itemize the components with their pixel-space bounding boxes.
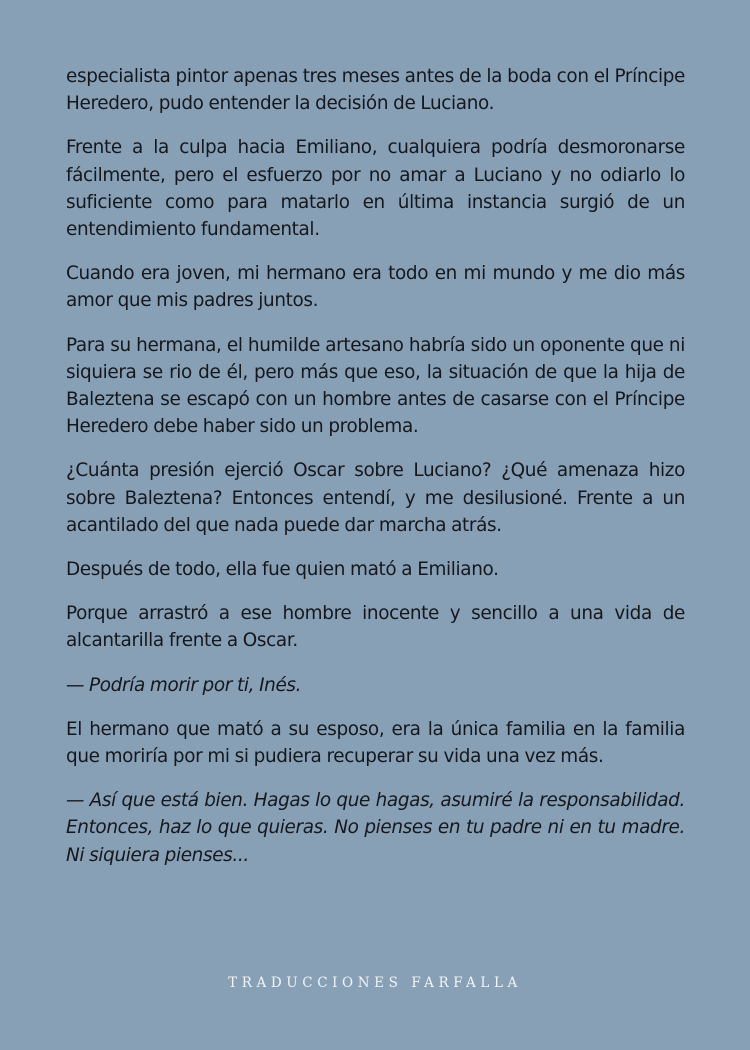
document-body [66,63,685,886]
footer-credit: TRADUCCIONES FARFALLA [228,975,522,991]
paragraph: Frente a la culpa hacia Emiliano, cualquiera podría desmoronarse fácilmente, pero el esfuerzo por no amar a Luciano y no odiarlo lo suficiente como para matarlo en última instancia surgió de un entendimiento fundamental. [66,137,685,241]
paragraph: especialista pintor apenas tres meses antes de la boda con el Príncipe Heredero, pudo entender la decisión de Luciano. [66,66,685,115]
dialogue-line: — Podría morir por ti, Inés. [66,674,302,696]
paragraph: Para su hermana, el humilde artesano habría sido un oponente que ni siquiera se rio de él, pero más que eso, la situación de que la hija de Baleztena se escapó con un hombre antes de casarse con el Príncipe Heredero debe haber sido un problema. [66,334,685,438]
dialogue-line: — Así que está bien. Hagas lo que hagas, asumiré la responsabilidad. Entonces, haz lo que quieras. No pienses en tu padre ni en tu madre. Ni siquiera pienses... [66,790,685,866]
paragraph: El hermano que mató a su esposo, era la única familia en la familia que moriría por mi si pudiera recuperar su vida una vez más. [66,718,685,768]
paragraph: Cuando era joven, mi hermano era todo en mi mundo y me dio más amor que mis padres juntos. [66,263,685,312]
paragraph: ¿Cuánta presión ejerció Oscar sobre Luciano? ¿Qué amenaza hizo sobre Baleztena? Entonces entendí, y me desilusioné. Frente a un acantilado del que nada puede dar marcha atrás. [66,460,685,536]
paragraph: Porque arrastró a ese hombre inocente y sencillo a una vida de alcantarilla frente a Oscar. [66,603,685,652]
paragraph: Después de todo, ella fue quien mató a Emiliano. [66,559,499,581]
